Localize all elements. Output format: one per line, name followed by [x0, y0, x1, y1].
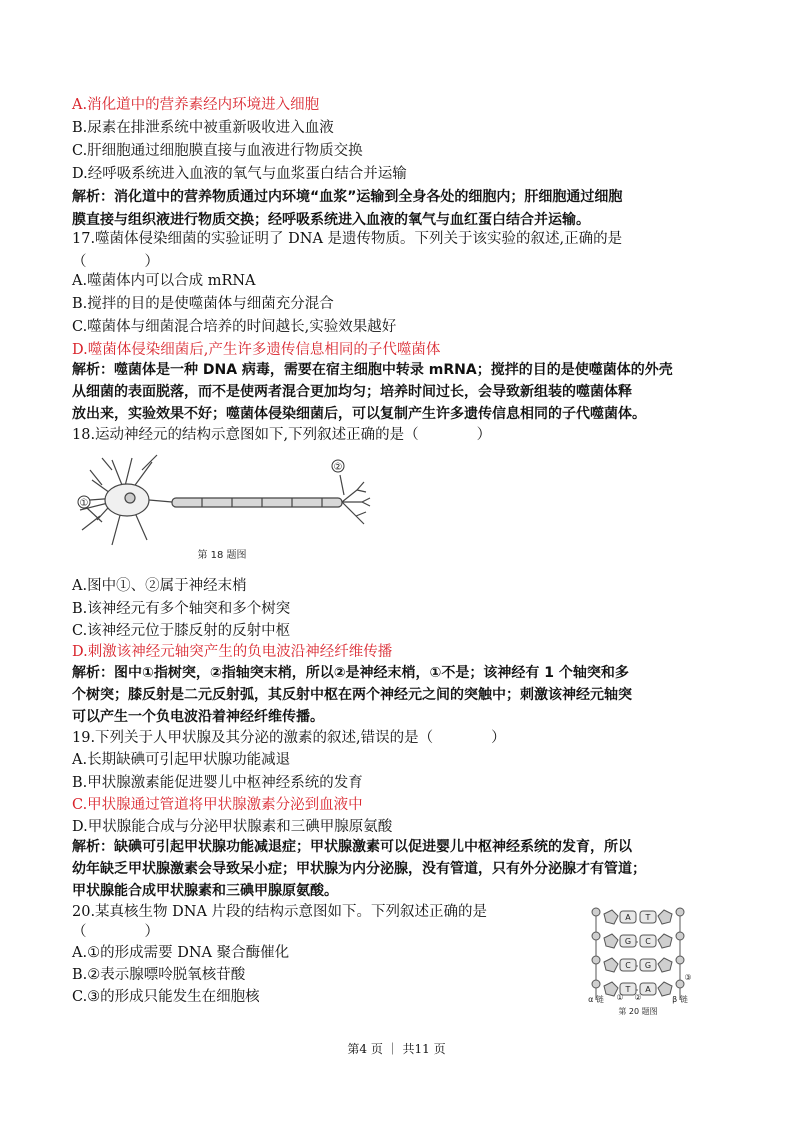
- dna-base-right-2: C: [645, 937, 651, 946]
- q16-option-c: C.肝细胞通过细胞膜直接与血液进行物质交换: [72, 143, 363, 159]
- q17-explanation-2: 从细菌的表面脱落，而不是使两者混合更加均匀；培养时间过长，会导致新组装的噬菌体释: [72, 384, 632, 400]
- q18-option-a: A.图中①、②属于神经末梢: [72, 578, 247, 594]
- neuron-label-2: ②: [333, 462, 343, 473]
- q17-option-b: B.搅拌的目的是使噬菌体与细菌充分混合: [72, 296, 334, 312]
- neuron-label-1: ①: [79, 498, 89, 509]
- q17-explanation-1: 解析：噬菌体是一种 DNA 病毒，需要在宿主细胞中转录 mRNA；搅拌的目的是使噬菌体的外壳: [72, 362, 673, 378]
- dna-base-left-1: A: [625, 913, 631, 922]
- q16-explanation-2: 膜直接与组织液进行物质交换；经呼吸系统进入血液的氧气与血红蛋白结合并运输。: [72, 212, 590, 228]
- q17-blank: （ ）: [72, 254, 159, 270]
- dna-base-left-3: C: [625, 961, 631, 970]
- dna-figure: [580, 900, 700, 1018]
- q19-option-c: C.甲状腺通过管道将甲状腺激素分泌到血液中: [72, 797, 363, 813]
- q17-stem: 17.噬菌体侵染细菌的实验证明了 DNA 是遗传物质。下列关于该实验的叙述,正确的是: [72, 231, 623, 247]
- dna-base-right-4: A: [645, 985, 651, 994]
- q19-stem: 19.下列关于人甲状腺及其分泌的激素的叙述,错误的是（ ）: [72, 730, 506, 746]
- dna-label-2: ②: [634, 993, 642, 1002]
- dna-alpha-chain-label: α 链: [588, 995, 604, 1004]
- q18-stem: 18.运动神经元的结构示意图如下,下列叙述正确的是（ ）: [72, 427, 492, 443]
- q17-option-c: C.噬菌体与细菌混合培养的时间越长,实验效果越好: [72, 319, 397, 335]
- dna-label-3: ③: [684, 973, 692, 982]
- q20-stem: 20.某真核生物 DNA 片段的结构示意图如下。下列叙述正确的是: [72, 904, 488, 920]
- q19-option-b: B.甲状腺激素能促进婴儿中枢神经系统的发育: [72, 775, 363, 791]
- neuron-figure-caption: 第 18 题图: [197, 550, 247, 561]
- q16-option-a: A.消化道中的营养素经内环境进入细胞: [72, 97, 320, 113]
- dna-beta-chain-label: β 链: [672, 995, 688, 1004]
- q16-explanation-1: 解析：消化道中的营养物质通过内环境“血浆”运输到全身各处的细胞内；肝细胞通过细胞: [72, 189, 623, 205]
- q18-explanation-2: 个树突；膝反射是二元反射弧，其反射中枢在两个神经元之间的突触中；刺激该神经元轴突: [72, 687, 632, 703]
- q19-explanation-3: 甲状腺能合成甲状腺素和三碘甲腺原氨酸。: [72, 883, 338, 899]
- q20-option-a: A.①的形成需要 DNA 聚合酶催化: [72, 945, 290, 961]
- dna-figure-caption: 第 20 题图: [618, 1007, 658, 1016]
- q19-explanation-1: 解析：缺碘可引起甲状腺功能减退症；甲状腺激素可以促进婴儿中枢神经系统的发育，所以: [72, 839, 632, 855]
- q19-explanation-2: 幼年缺乏甲状腺激素会导致呆小症；甲状腺为内分泌腺，没有管道，只有外分泌腺才有管道；: [72, 861, 646, 877]
- q17-option-a: A.噬菌体内可以合成 mRNA: [72, 273, 256, 289]
- q19-option-d: D.甲状腺能合成与分泌甲状腺素和三碘甲腺原氨酸: [72, 819, 393, 835]
- q20-option-b: B.②表示腺嘌呤脱氧核苷酸: [72, 967, 246, 983]
- dna-base-right-3: G: [644, 961, 652, 970]
- q20-blank: （ ）: [72, 924, 159, 940]
- q18-option-b: B.该神经元有多个轴突和多个树突: [72, 601, 291, 617]
- dna-base-left-2: G: [624, 937, 632, 946]
- q17-option-d: D.噬菌体侵染细菌后,产生许多遗传信息相同的子代噬菌体: [72, 342, 441, 358]
- dna-base-right-1: T: [645, 913, 651, 922]
- q18-option-c: C.该神经元位于膝反射的反射中枢: [72, 623, 291, 639]
- page-footer: 第4 页 ｜ 共11 页: [347, 1042, 446, 1056]
- dna-diagram: [580, 900, 700, 1018]
- dna-base-left-4: T: [625, 985, 631, 994]
- q19-option-a: A.长期缺碘可引起甲状腺功能减退: [72, 752, 291, 768]
- q16-option-b: B.尿素在排泄系统中被重新吸收进入血液: [72, 120, 334, 136]
- q18-explanation-3: 可以产生一个负电波沿着神经纤维传播。: [72, 709, 324, 725]
- q17-explanation-3: 放出来，实验效果不好；噬菌体侵染细菌后，可以复制产生许多遗传信息相同的子代噬菌体。: [72, 406, 646, 422]
- neuron-diagram: [72, 450, 372, 565]
- q20-option-c: C.③的形成只能发生在细胞核: [72, 989, 260, 1005]
- q16-option-d: D.经呼吸系统进入血液的氧气与血浆蛋白结合并运输: [72, 166, 407, 182]
- q18-option-d: D.刺激该神经元轴突产生的负电波沿神经纤维传播: [72, 644, 393, 660]
- neuron-figure: [72, 450, 372, 565]
- q18-explanation-1: 解析：图中①指树突，②指轴突末梢，所以②是神经末梢，①不是；该神经有 1 个轴突和多: [72, 665, 629, 681]
- dna-label-1: ①: [616, 993, 624, 1002]
